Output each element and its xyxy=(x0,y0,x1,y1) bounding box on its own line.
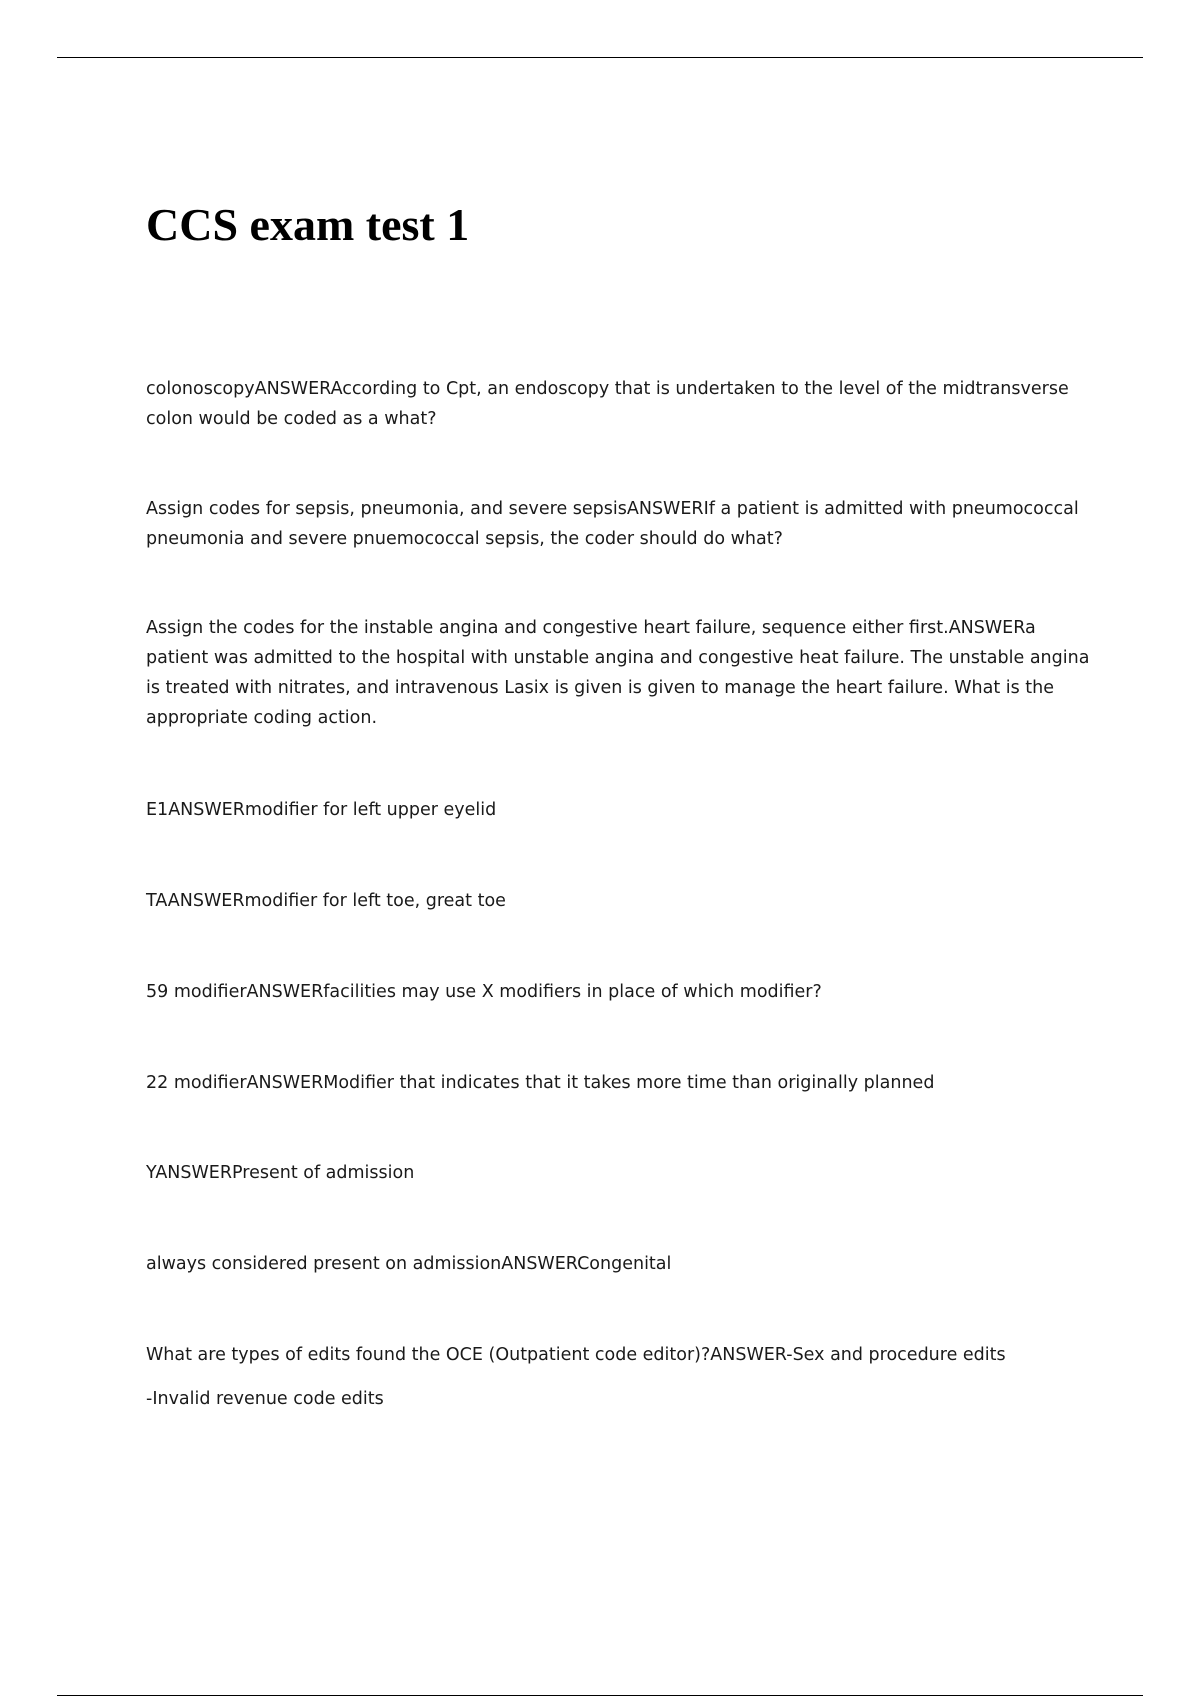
qa-item-text: Assign the codes for the instable angina and congestive heart failure, sequence either first.ANSWERa patient was admitted to the hospital with unstable angina and congestive heat failure. The unstable angina is treated with nitrates, and intravenous Lasix is given is given to manage the heart failure. What is the appropriate coding action. xyxy=(146,618,1090,728)
qa-item-text: E1ANSWERmodifier for left upper eyelid xyxy=(146,800,497,820)
qa-item-text: 59 modifierANSWERfacilities may use X modifiers in place of which modifier? xyxy=(146,982,822,1002)
qa-item-sepsis xyxy=(146,494,1096,554)
qa-item-oce-edits xyxy=(146,1340,1096,1414)
qa-item-ta-modifier xyxy=(146,886,1096,916)
bottom-rule xyxy=(57,1695,1143,1696)
qa-item-e1-modifier xyxy=(146,795,1096,825)
page-title: CCS exam test 1 xyxy=(146,199,470,250)
qa-item-text: always considered present on admissionANSWERCongenital xyxy=(146,1254,672,1274)
qa-item-text: YANSWERPresent of admission xyxy=(146,1163,415,1183)
qa-item-colonoscopy xyxy=(146,374,1096,434)
qa-item-text-continued: -Invalid revenue code edits xyxy=(146,1389,384,1409)
qa-item-22-modifier xyxy=(146,1068,1096,1098)
qa-item-congenital xyxy=(146,1249,1096,1279)
qa-item-angina xyxy=(146,613,1096,733)
qa-item-text: 22 modifierANSWERModifier that indicates that it takes more time than originally planned xyxy=(146,1073,935,1093)
qa-item-text: What are types of edits found the OCE (Outpatient code editor)?ANSWER-Sex and procedure edits xyxy=(146,1345,1006,1365)
top-rule xyxy=(57,57,1143,58)
qa-item-text: colonoscopyANSWERAccording to Cpt, an endoscopy that is undertaken to the level of the midtransverse colon would be coded as a what? xyxy=(146,379,1069,429)
qa-item-text: TAANSWERmodifier for left toe, great toe xyxy=(146,891,506,911)
qa-item-text: Assign codes for sepsis, pneumonia, and severe sepsisANSWERIf a patient is admitted with pneumococcal pneumonia and severe pnuemococcal sepsis, the coder should do what? xyxy=(146,499,1079,549)
qa-item-59-modifier xyxy=(146,977,1096,1007)
qa-item-poa-y xyxy=(146,1158,1096,1188)
